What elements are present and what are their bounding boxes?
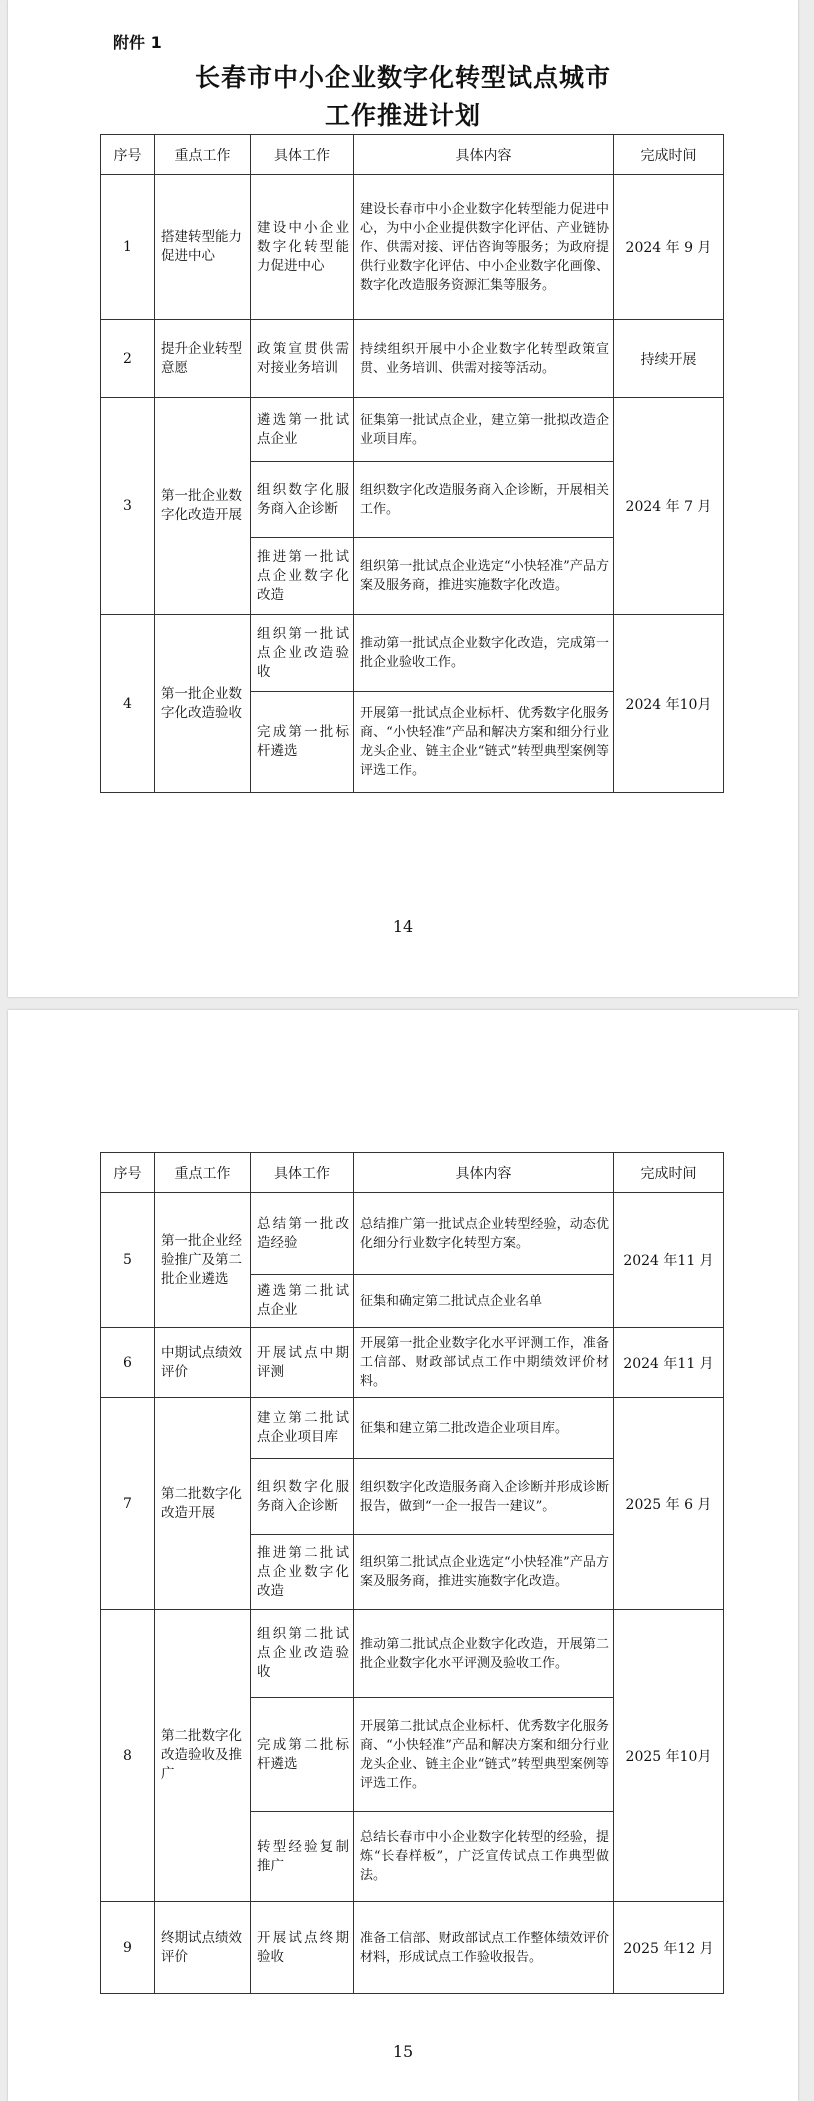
row-deadline: 2025 年 6 月 [614,1398,724,1610]
header-key-work: 重点工作 [155,135,251,175]
row-specific-work: 组织第一批试点企业改造验收 [251,615,354,692]
row-key-work: 第二批数字化改造验收及推广 [155,1610,251,1902]
header-specific-work: 具体工作 [251,135,354,175]
row-index: 5 [101,1193,155,1328]
row-content: 开展第一批试点企业标杆、优秀数字化服务商、“小快轻准”产品和解决方案和细分行业龙头企业、链主企业“链式”转型典型案例等评选工作。 [354,692,614,793]
row-specific-work: 完成第二批标杆遴选 [251,1698,354,1812]
header-specific-work: 具体工作 [251,1153,354,1193]
page-number: 15 [392,2042,414,2061]
row-key-work: 第一批企业数字化改造开展 [155,398,251,615]
row-specific-work: 总结第一批改造经验 [251,1193,354,1275]
row-content: 开展第二批试点企业标杆、优秀数字化服务商、“小快轻准”产品和解决方案和细分行业龙头企业、链主企业“链式”转型典型案例等评选工作。 [354,1698,614,1812]
row-content: 建设长春市中小企业数字化转型能力促进中心，为中小企业提供数字化评估、产业链协作、供需对接、评估咨询等服务；为政府提供行业数字化评估、中小企业数字化画像、数字化改造服务资源汇集等服务。 [354,175,614,320]
row-key-work: 搭建转型能力促进中心 [155,175,251,320]
row-content: 总结推广第一批试点企业转型经验，动态优化细分行业数字化转型方案。 [354,1193,614,1275]
header-key-work: 重点工作 [155,1153,251,1193]
row-key-work: 第一批企业经验推广及第二批企业遴选 [155,1193,251,1328]
row-specific-work: 建立第二批试点企业项目库 [251,1398,354,1459]
row-content: 准备工信部、财政部试点工作整体绩效评价材料，形成试点工作验收报告。 [354,1902,614,1994]
attachment-label: 附件 1 [113,33,162,52]
row-specific-work: 开展试点终期验收 [251,1902,354,1994]
table-row [101,1328,724,1398]
row-index: 3 [101,398,155,615]
row-content: 征集和建立第二批改造企业项目库。 [354,1398,614,1459]
row-deadline: 2024 年 9 月 [614,175,724,320]
header-index: 序号 [101,1153,155,1193]
row-content: 组织第二批试点企业选定“小快轻准”产品方案及服务商，推进实施数字化改造。 [354,1535,614,1610]
table-row [101,320,724,398]
header-deadline: 完成时间 [614,135,724,175]
table-header-row [101,135,724,175]
row-specific-work: 推进第二批试点企业数字化改造 [251,1535,354,1610]
row-key-work: 提升企业转型意愿 [155,320,251,398]
header-content: 具体内容 [354,1153,614,1193]
row-index: 7 [101,1398,155,1610]
row-content: 推动第一批试点企业数字化改造，完成第一批企业验收工作。 [354,615,614,692]
document-title-line-2: 工作推进计划 [324,101,481,130]
row-specific-work: 组织第二批试点企业改造验收 [251,1610,354,1698]
row-key-work: 第一批企业数字化改造验收 [155,615,251,793]
row-specific-work: 开展试点中期评测 [251,1328,354,1398]
table-row [101,398,724,462]
row-key-work: 中期试点绩效评价 [155,1328,251,1398]
row-content: 组织数字化改造服务商入企诊断并形成诊断报告，做到“一企一报告一建议”。 [354,1459,614,1535]
row-deadline: 2024 年11 月 [614,1193,724,1328]
row-index: 6 [101,1328,155,1398]
row-specific-work: 推进第一批试点企业数字化改造 [251,538,354,615]
row-index: 4 [101,615,155,793]
row-content: 总结长春市中小企业数字化转型的经验，提炼“长春样板”，广泛宣传试点工作典型做法。 [354,1812,614,1902]
row-deadline: 持续开展 [614,320,724,398]
table-row [101,1902,724,1994]
table-row [101,1193,724,1275]
row-deadline: 2024 年10月 [614,615,724,793]
row-index: 8 [101,1610,155,1902]
header-index: 序号 [101,135,155,175]
table-row [101,615,724,692]
row-content: 推动第二批试点企业数字化改造，开展第二批企业数字化水平评测及验收工作。 [354,1610,614,1698]
table-header-row [101,1153,724,1193]
row-key-work: 终期试点绩效评价 [155,1902,251,1994]
document-page-15 [8,1010,798,2101]
row-content: 组织数字化改造服务商入企诊断，开展相关工作。 [354,462,614,538]
row-specific-work: 遴选第二批试点企业 [251,1275,354,1328]
row-index: 9 [101,1902,155,1994]
row-specific-work: 建设中小企业数字化转型能力促进中心 [251,175,354,320]
document-page-14 [8,0,798,997]
row-content: 开展第一批企业数字化水平评测工作，准备工信部、财政部试点工作中期绩效评价材料。 [354,1328,614,1398]
row-content: 征集第一批试点企业，建立第一批拟改造企业项目库。 [354,398,614,462]
row-index: 1 [101,175,155,320]
plan-table-part-1 [100,134,724,793]
row-specific-work: 政策宣贯供需对接业务培训 [251,320,354,398]
row-deadline: 2025 年10月 [614,1610,724,1902]
row-index: 2 [101,320,155,398]
row-deadline: 2025 年12 月 [614,1902,724,1994]
table-row [101,175,724,320]
row-content: 组织第一批试点企业选定“小快轻准”产品方案及服务商，推进实施数字化改造。 [354,538,614,615]
page-number: 14 [392,917,414,936]
header-content: 具体内容 [354,135,614,175]
row-content: 持续组织开展中小企业数字化转型政策宣贯、业务培训、供需对接等活动。 [354,320,614,398]
row-key-work: 第二批数字化改造开展 [155,1398,251,1610]
row-content: 征集和确定第二批试点企业名单 [354,1275,614,1328]
header-deadline: 完成时间 [614,1153,724,1193]
row-specific-work: 转型经验复制推广 [251,1812,354,1902]
document-title-line-1: 长春市中小企业数字化转型试点城市 [194,63,611,92]
row-specific-work: 完成第一批标杆遴选 [251,692,354,793]
row-specific-work: 遴选第一批试点企业 [251,398,354,462]
plan-table-part-2 [100,1152,724,1994]
row-specific-work: 组织数字化服务商入企诊断 [251,462,354,538]
table-row [101,1610,724,1698]
row-deadline: 2024 年 7 月 [614,398,724,615]
table-row [101,1398,724,1459]
row-specific-work: 组织数字化服务商入企诊断 [251,1459,354,1535]
row-deadline: 2024 年11 月 [614,1328,724,1398]
